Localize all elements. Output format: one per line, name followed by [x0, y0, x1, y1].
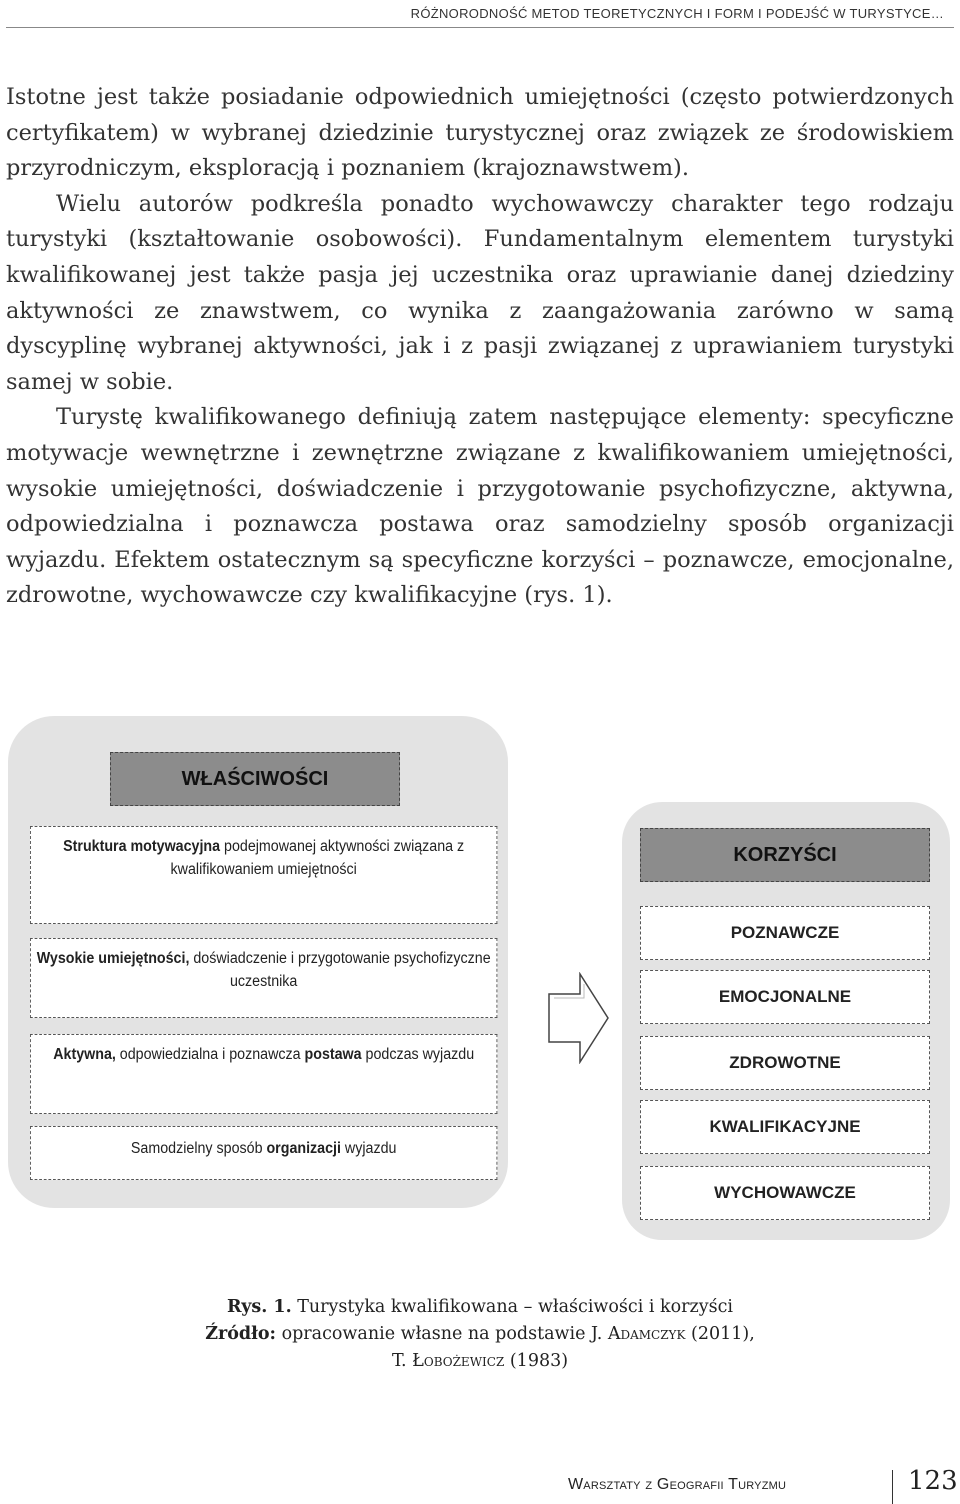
- property-bold-2: postawa: [304, 1046, 362, 1063]
- page-number: 123: [908, 1466, 958, 1496]
- benefit-box-emotional: EMOCJONALNE: [640, 970, 930, 1024]
- property-text: Samodzielny sposób: [130, 1140, 267, 1157]
- source-author-2: Łobożewicz: [412, 1351, 505, 1371]
- properties-title: WŁAŚCIWOŚCI: [110, 752, 400, 806]
- figure-label: Rys. 1.: [226, 1297, 292, 1317]
- paragraph-2: Wielu autorów podkreśla ponadto wychowawczy charakter tego rodzaju turystyki (kształtowanie osobowości). Fundamentalnym elementem turystyki kwalifikowanej jest także pasja jej uczestnika oraz uprawianie danej dziedziny aktywności ze znawstwem, co wynika z zaangażowania zarówno w samą dyscyplinę wybranej aktywności, jak i z pasji związanej z uprawianiem turystyki samej w sobie.: [6, 190, 954, 395]
- paragraph-1: Istotne jest także posiadanie odpowiednich umiejętności (często potwierdzonych certyfikatem) w wybranej dziedzinie turystycznej oraz związek ze środowiskiem przyrodniczym, eksploracją i poznaniem (krajoznawstwem).: [6, 84, 954, 182]
- body-text: [6, 80, 954, 614]
- caption-source-line: [0, 1321, 960, 1348]
- property-box-attitude: [30, 1034, 497, 1114]
- benefits-title: KORZYŚCI: [640, 828, 930, 882]
- property-box-organization: [30, 1126, 497, 1180]
- property-text: podejmowanej aktywności związana z kwalifikowaniem umiejętności: [170, 838, 465, 878]
- property-box-motivation: [30, 826, 497, 924]
- header-rule: [6, 27, 954, 28]
- benefit-box-cognitive: POZNAWCZE: [640, 906, 930, 960]
- journal-title: Warsztaty z Geografii Turyzmu: [568, 1476, 787, 1493]
- property-text: doświadczenie i przygotowanie psychofizyczne uczestnika: [189, 950, 491, 990]
- source-year-2: (1983): [504, 1351, 569, 1371]
- property-bold: Wysokie umiejętności,: [36, 950, 190, 967]
- footer-divider: [892, 1470, 893, 1504]
- right-arrow-icon: [548, 972, 610, 1064]
- property-bold: Struktura motywacyjna: [63, 838, 221, 855]
- source-author-1: Adamczyk: [607, 1324, 686, 1344]
- source-label: Źródło:: [205, 1324, 276, 1344]
- running-head: RÓŻNORODNOŚĆ METOD TEORETYCZNYCH I FORM I PODEJŚĆ W TURYSTYCE…: [410, 6, 944, 21]
- property-bold: Aktywna,: [53, 1046, 116, 1063]
- source-author-2-prefix: T.: [391, 1351, 413, 1371]
- source-year-1: (2011),: [685, 1324, 755, 1344]
- caption-source-line-2: [0, 1348, 960, 1375]
- source-text: opracowanie własne na podstawie J.: [276, 1324, 608, 1344]
- property-box-skills: [30, 938, 497, 1018]
- benefit-box-qualification: KWALIFIKACYJNE: [640, 1100, 930, 1154]
- benefit-box-educational: WYCHOWAWCZE: [640, 1166, 930, 1220]
- property-bold: organizacji: [266, 1140, 341, 1157]
- property-text: odpowiedzialna i poznawcza: [115, 1046, 305, 1063]
- paragraph-3: Turystę kwalifikowanego definiują zatem następujące elementy: specyficzne motywacje wewnętrzne i zewnętrzne związane z kwalifikowaniem umiejętności, wysokie umiejętności, doświadczenie i przygotowanie psychofizyczne, aktywna, odpowiedzialna i poznawcza postawa oraz samodzielny sposób organizacji wyjazdu. Efektem ostatecznym są specyficzne korzyści – poznawcze, emocjonalne, zdrowotne, wychowawcze czy kwalifikacyjne (rys. 1).: [6, 404, 954, 609]
- figure-caption: [0, 1294, 960, 1375]
- caption-title-line: [0, 1294, 960, 1321]
- property-text-2: wyjazdu: [340, 1140, 397, 1157]
- figure-title: Turystyka kwalifikowana – właściwości i korzyści: [291, 1297, 734, 1317]
- benefit-box-health: ZDROWOTNE: [640, 1036, 930, 1090]
- property-text-2: podczas wyjazdu: [361, 1046, 475, 1063]
